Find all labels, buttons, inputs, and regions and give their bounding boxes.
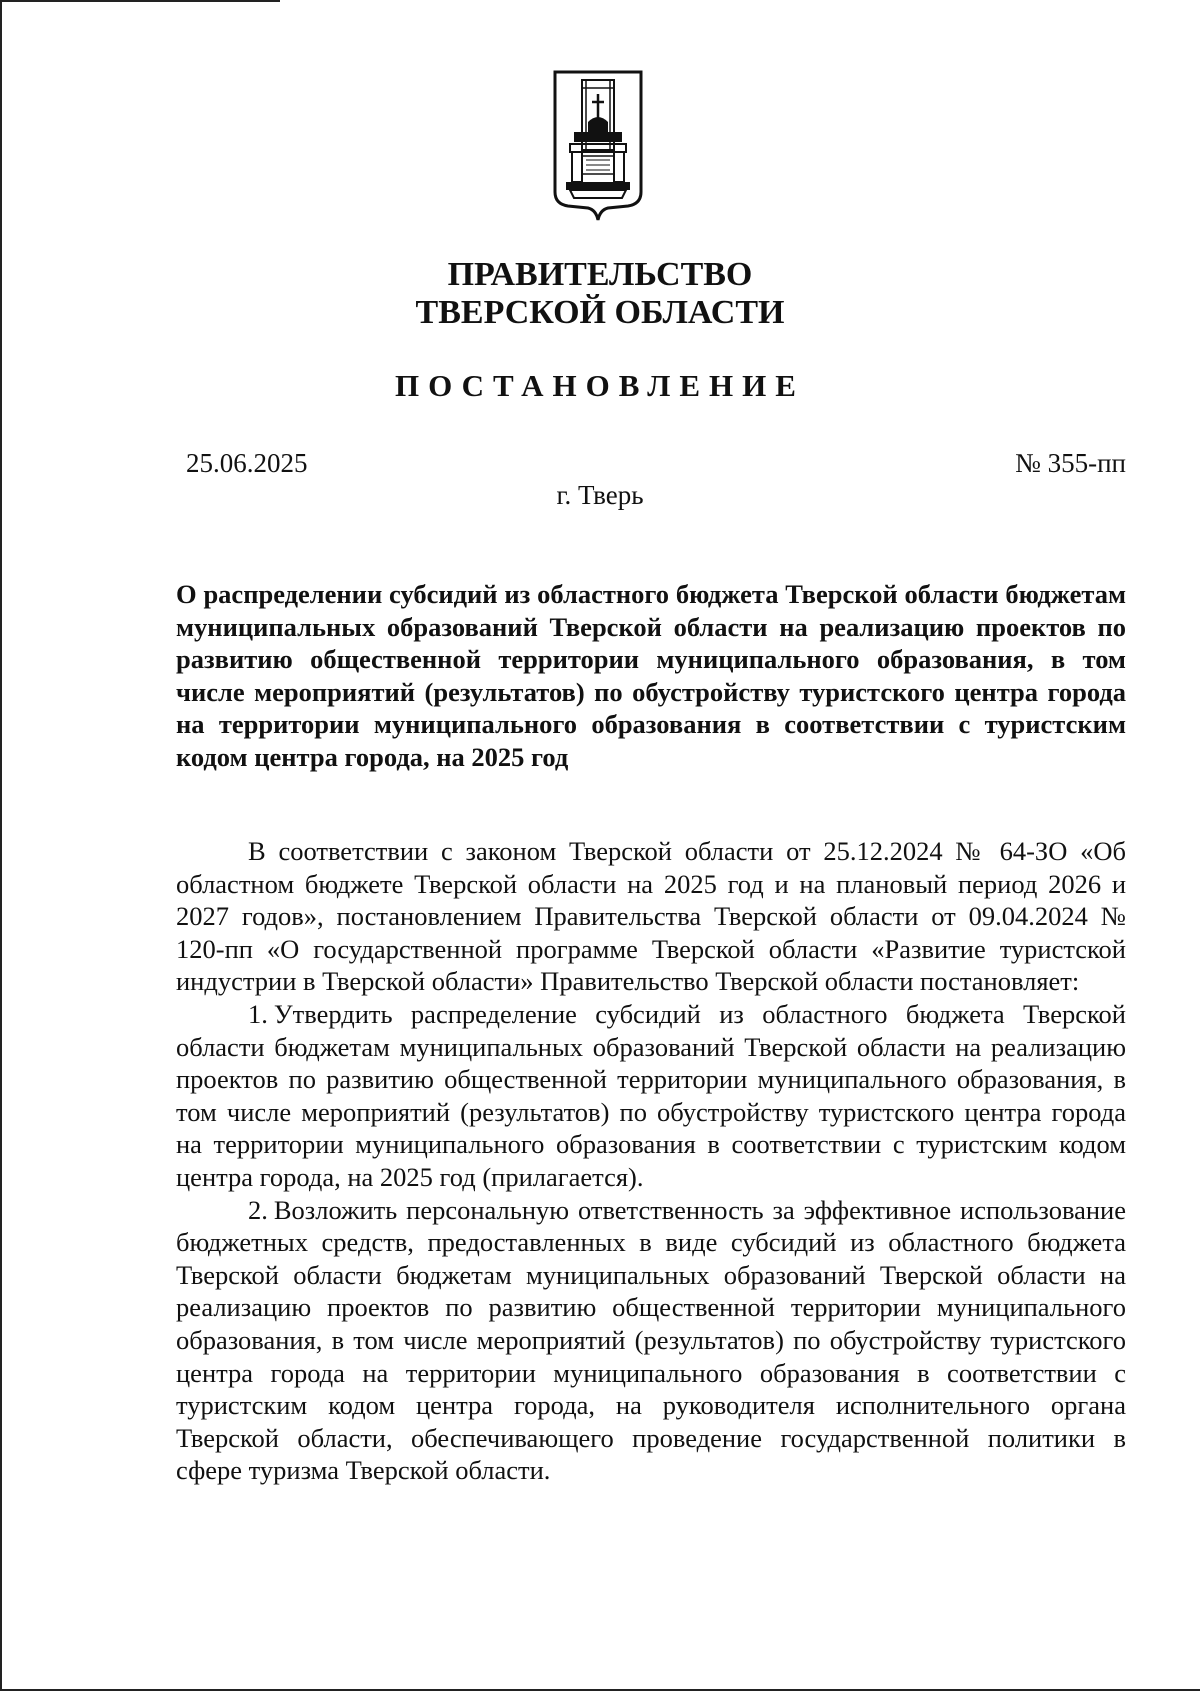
document-number: № 355-пп — [1015, 448, 1126, 478]
scan-edge-left — [0, 0, 2, 1691]
issuer-title — [0, 256, 1200, 332]
item-2-paragraph — [176, 1194, 1126, 1487]
document-type: ПОСТАНОВЛЕНИЕ — [395, 368, 805, 403]
issuer-title-line1: ПРАВИТЕЛЬСТВО — [447, 256, 753, 293]
item-1-number: 1. — [248, 998, 268, 1029]
document-city: г. Тверь — [556, 480, 644, 510]
document-body — [176, 835, 1126, 1487]
item-1-text: Утвердить распределение субсидий из областного бюджета Тверской области бюджетам муниципальных образований Тверской области на реализацию проектов по развитию общественной территории муниципального образования, в том числе мероприятий (результатов) по обустройству туристского центра города на территории муниципального образования в соответствии с туристским кодом центра города, на 2025 год (прилагается). — [176, 998, 1126, 1192]
issuer-title-line2: ТВЕРСКОЙ ОБЛАСТИ — [415, 294, 785, 331]
coat-of-arms-emblem — [552, 70, 644, 222]
item-2-number: 2. — [248, 1194, 268, 1225]
item-2-text: Возложить персональную ответственность за эффективное использование бюджетных средств, предоставленных в виде субсидий из областного бюджета Тверской области бюджетам муниципальных образований Тверской области на реализацию проектов по развитию общественной территории муниципального образования, в том числе мероприятий (результатов) по обустройству туристского центра города на территории муниципального образования в соответствии с туристским кодом центра города, на руководителя исполнительного органа Тверской области, обеспечивающего проведение государственной политики в сфере туризма Тверской области. — [176, 1194, 1126, 1486]
scan-edge-top — [0, 0, 280, 2]
document-subject: О распределении субсидий из областного бюджета Тверской области бюджетам муниципальных образований Тверской области на реализацию проектов по развитию общественной территории муниципального образования, в том числе мероприятий (результатов) по обустройству туристского центра города на территории муниципального образования в соответствии с туристским кодом центра города, на 2025 год — [176, 579, 1126, 772]
item-1-paragraph — [176, 998, 1126, 1194]
preamble-paragraph: В соответствии с законом Тверской области от 25.12.2024 № 64-ЗО «Об областном бюджете Тверской области на 2025 год и на плановый период 2026 и 2027 годов», постановлением Правительства Тверской области от 09.04.2024 № 120-пп «О государственной программе Тверской области «Развитие туристской индустрии в Тверской области» Правительство Тверской области постановляет: — [176, 836, 1126, 997]
document-date: 25.06.2025 — [186, 448, 308, 478]
